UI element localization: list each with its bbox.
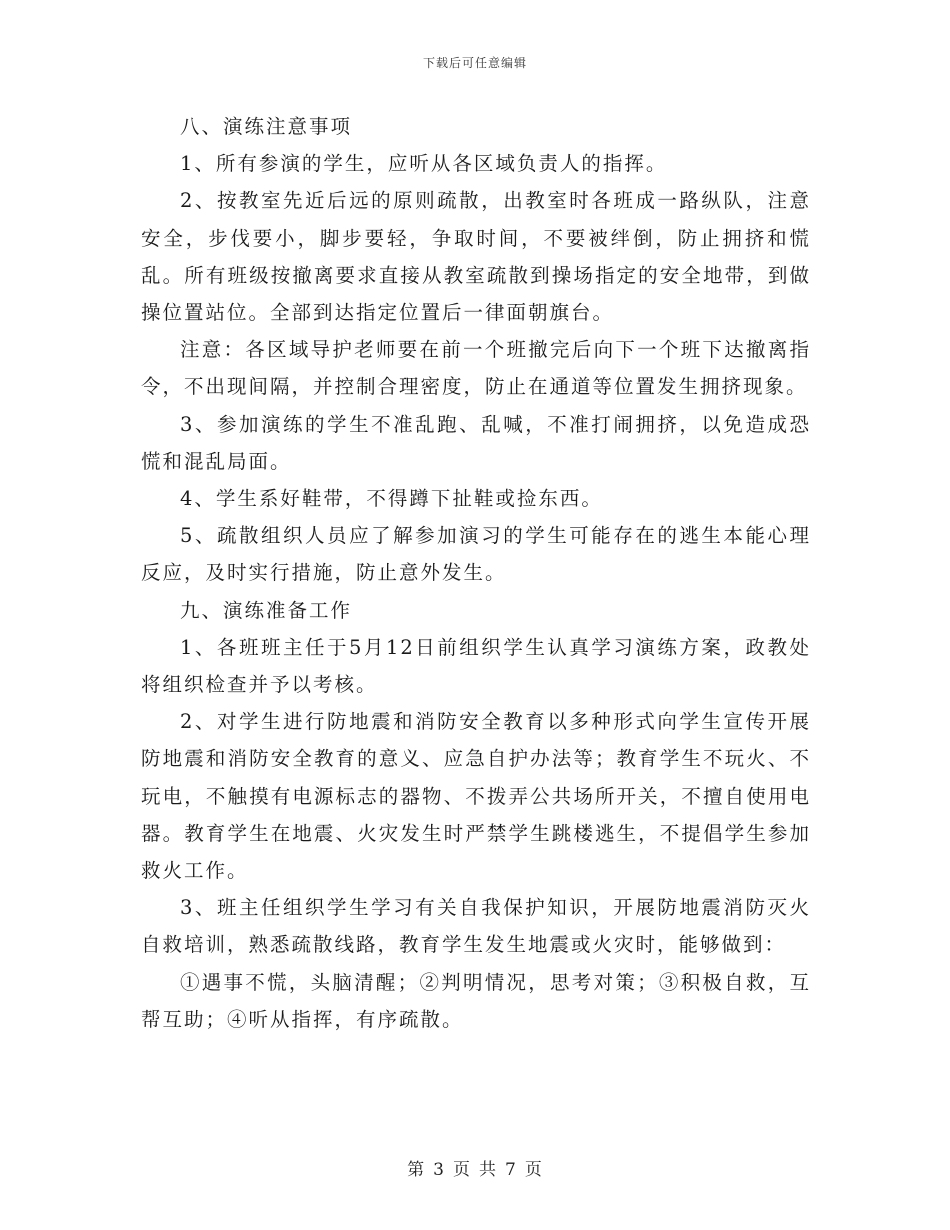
paragraph: 2、按教室先近后远的原则疏散，出教室时各班成一路纵队，注意安全，步伐要小，脚步要轻，争取时间，不要被绊倒，防止拥挤和慌乱。所有班级按撤离要求直接从教室疏散到操场指定的安全地带，到做操位置站位。全部到达指定位置后一律面朝旗台。 [141,189,811,325]
paragraph: ①遇事不慌，头脑清醒；②判明情况，思考对策；③积极自救，互帮互助；④听从指挥，有序疏散。 [141,970,811,1031]
footer-label-unit2: 页 [524,1160,543,1180]
paragraph: 1、各班班主任于5月12日前组织学生认真学习演练方案，政教处将组织检查并予以考核。 [141,635,811,697]
paragraph: 1、所有参演的学生，应听从各区域负责人的指挥。 [180,152,668,176]
document-body [141,108,811,1038]
footer-label-unit: 页 [453,1160,471,1180]
footer-total-pages: 7 [505,1160,517,1180]
paragraph: 3、班主任组织学生学习有关自我保护知识，开展防地震消防灭火自救培训，熟悉疏散线路，教育学生发生地震或火灾时，能够做到： [141,896,811,957]
paragraph: 4、学生系好鞋带，不得蹲下扯鞋或捡东西。 [180,487,603,511]
page-header-note: 下载后可任意编辑 [422,56,527,70]
page-number-footer [0,1155,950,1180]
paragraph: 2、对学生进行防地震和消防安全教育以多种形式向学生宣传开展防地震和消防安全教育的意义、应急自护办法等；教育学生不玩火、不玩电，不触摸有电源标志的器物、不拨弄公共场所开关，不擅自使用电器。教育学生在地震、火灾发生时严禁学生跳楼逃生，不提倡学生参加救火工作。 [141,710,811,883]
paragraph-note: 注意：各区域导护老师要在前一个班撤完后向下一个班下达撤离指令，不出现间隔，并控制合理密度，防止在通道等位置发生拥挤现象。 [141,338,811,399]
footer-label-total: 共 [479,1160,497,1180]
section-heading-drill-notes: 八、演练注意事项 [180,115,353,138]
section-heading-drill-preparation: 九、演练准备工作 [180,598,353,622]
footer-label-page: 第 [407,1160,426,1180]
paragraph: 3、参加演练的学生不准乱跑、乱喊，不准打闹拥挤，以免造成恐慌和混乱局面。 [141,412,811,473]
paragraph: 5、疏散组织人员应了解参加演习的学生可能存在的逃生本能心理反应，及时实行措施，防止意外发生。 [141,524,811,585]
footer-current-page: 3 [433,1160,445,1180]
